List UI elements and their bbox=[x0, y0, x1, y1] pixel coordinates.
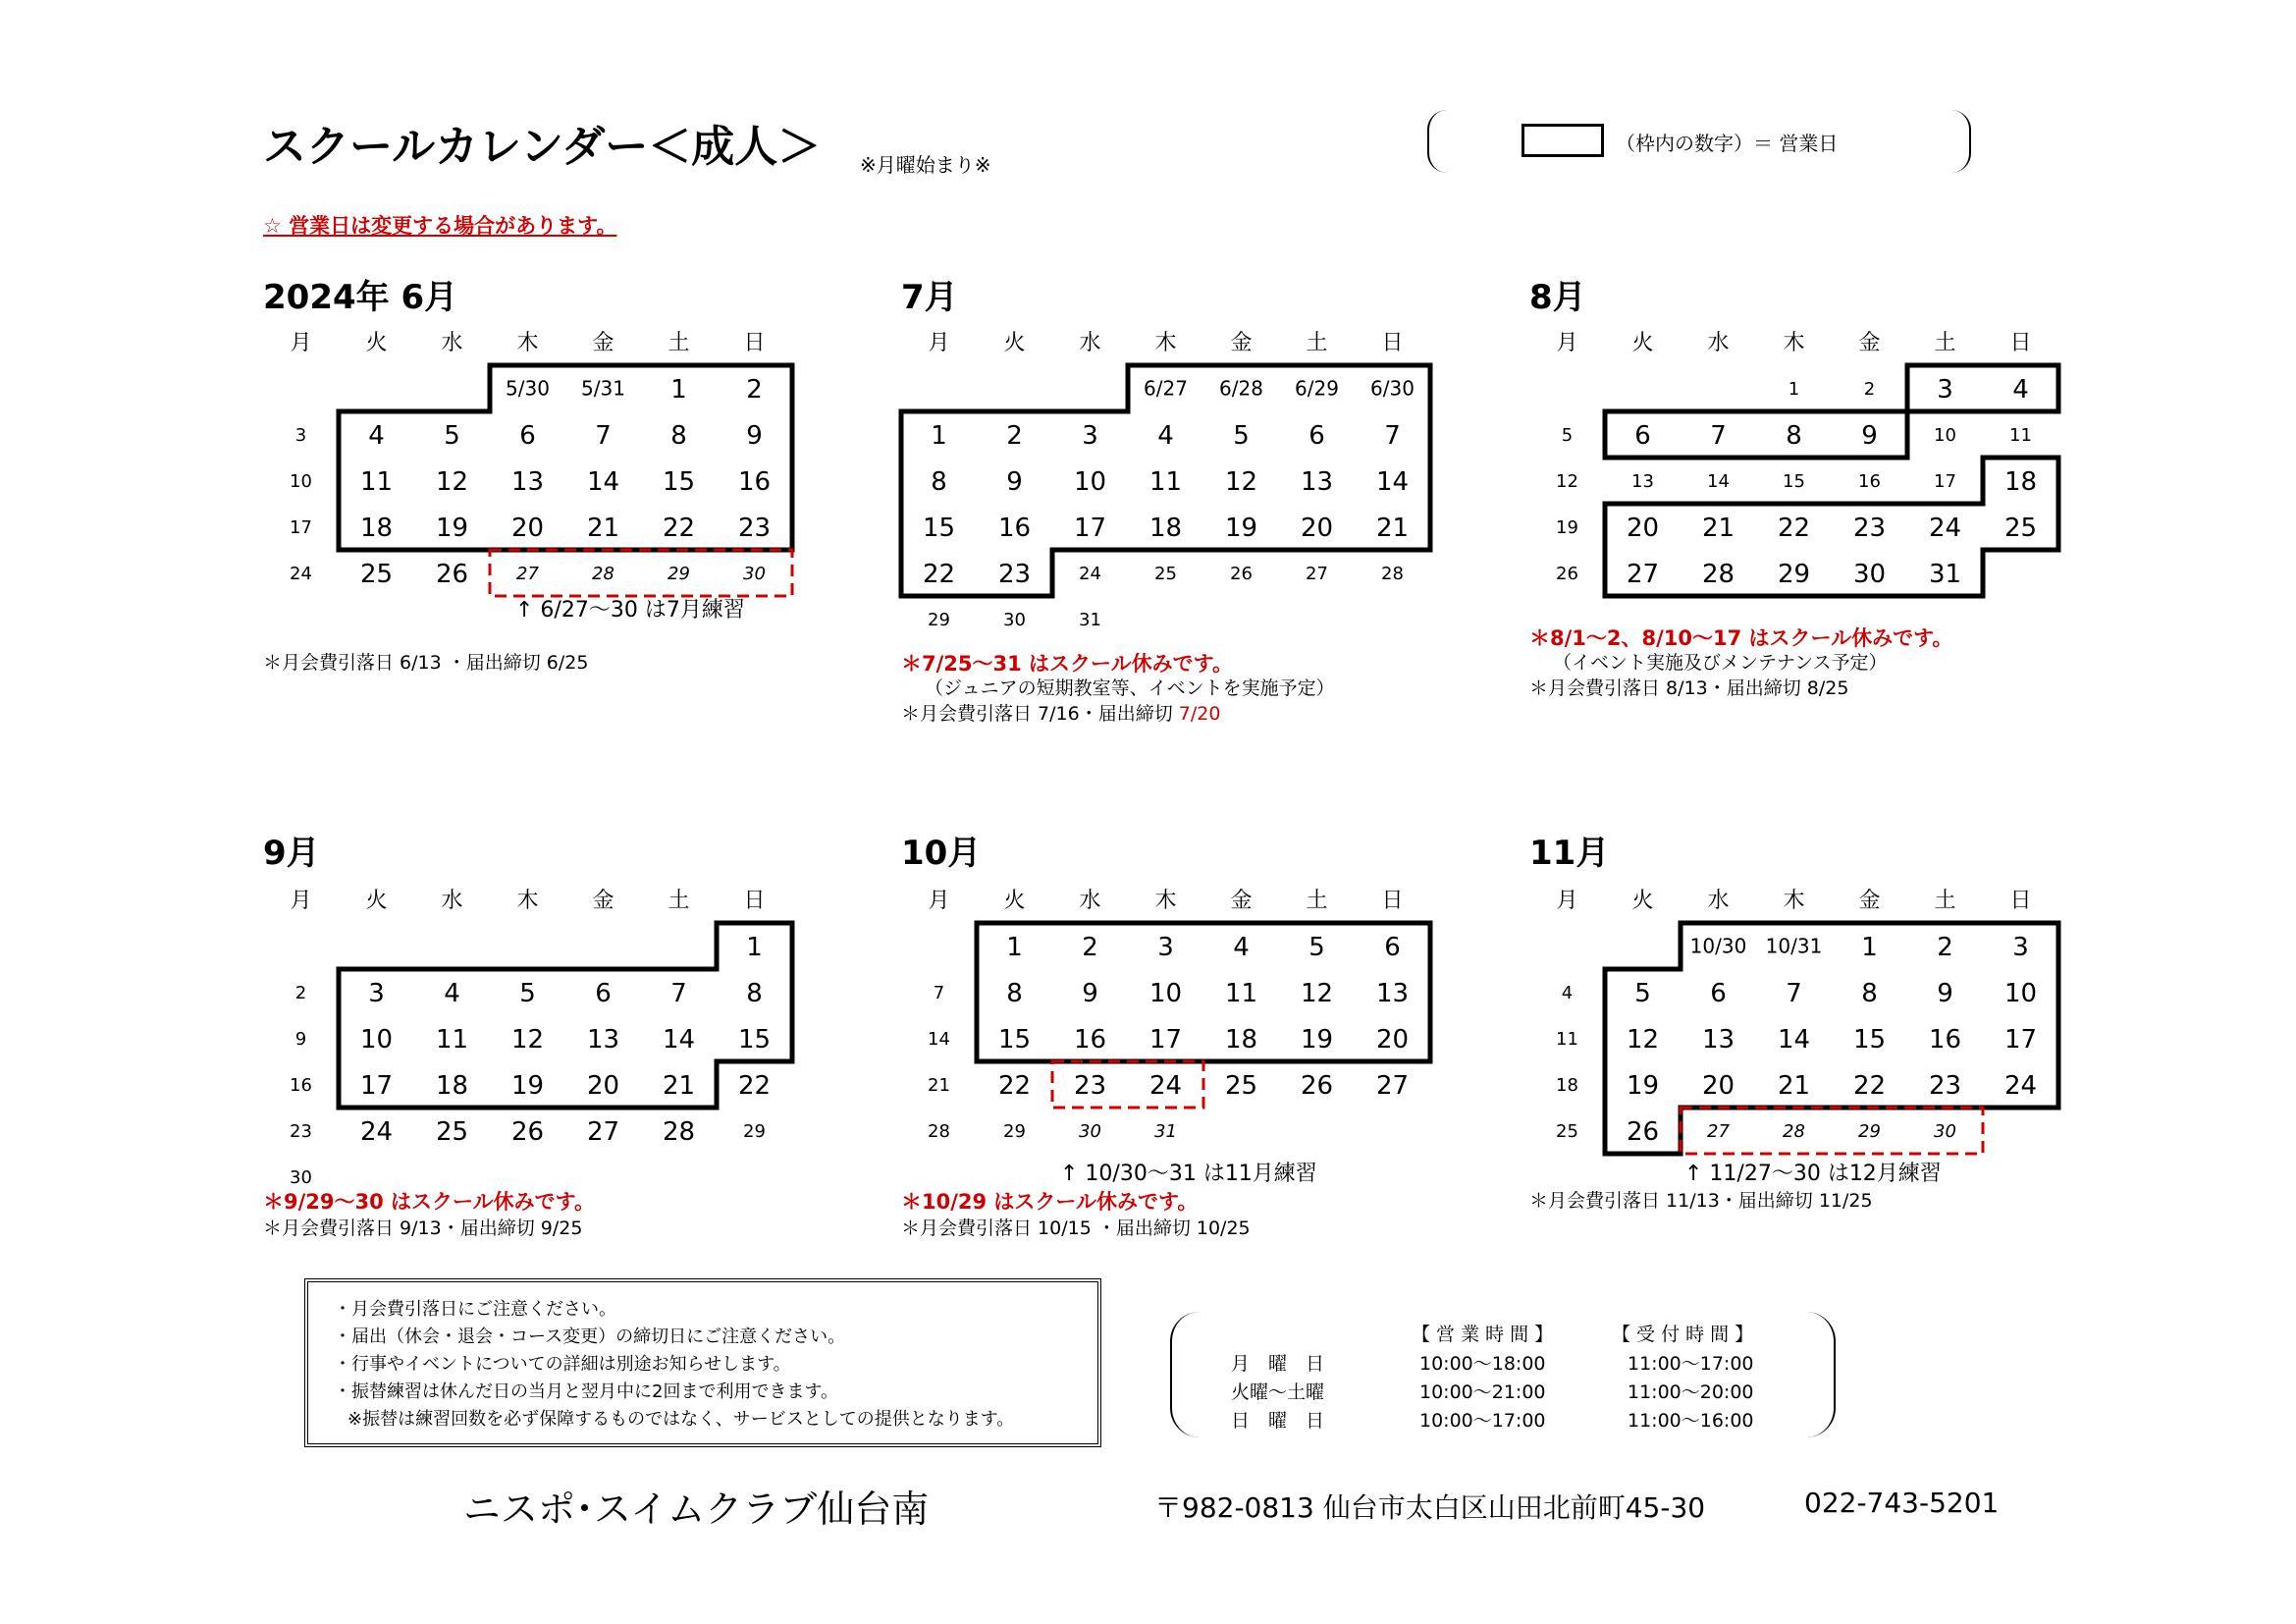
month-title: 2024年 6月 bbox=[263, 278, 458, 317]
business-day: 2 bbox=[746, 374, 763, 405]
closure-note bbox=[901, 1186, 1198, 1216]
weekday-header: 月 bbox=[290, 331, 312, 355]
day-number: 16 bbox=[290, 1074, 312, 1096]
day-number: 26 bbox=[1230, 563, 1253, 584]
business-day: 13 bbox=[1375, 978, 1410, 1008]
business-day: 16 bbox=[737, 466, 772, 497]
day-number: 14 bbox=[928, 1028, 950, 1050]
business-day: 25 bbox=[2003, 513, 2038, 543]
calendar-grid bbox=[891, 322, 1440, 697]
day-number: 27 bbox=[1707, 1120, 1730, 1142]
business-day: 9 bbox=[1006, 466, 1023, 497]
weekday-header: 木 bbox=[1154, 331, 1177, 355]
business-day: 23 bbox=[737, 513, 772, 543]
day-number: 9 bbox=[294, 1028, 307, 1050]
weekday-header: 水 bbox=[1707, 331, 1730, 355]
business-day: 7 bbox=[1710, 420, 1727, 451]
business-day: 20 bbox=[1300, 513, 1334, 543]
weekday-header: 月 bbox=[928, 331, 950, 355]
page-title: スクールカレンダー＜成人＞ bbox=[263, 122, 822, 172]
hours-header-reception: 【 受 付 時 間 】 bbox=[1612, 1324, 1754, 1345]
month-note bbox=[1529, 674, 1848, 700]
business-day: 10/31 bbox=[1765, 934, 1823, 958]
business-day: 5 bbox=[519, 978, 536, 1008]
business-day: 18 bbox=[1224, 1024, 1258, 1055]
business-day: 21 bbox=[1701, 513, 1735, 543]
business-day: 5 bbox=[444, 420, 460, 451]
business-day: 27 bbox=[586, 1116, 620, 1147]
business-day: 4 bbox=[368, 420, 385, 451]
month-title: 7月 bbox=[901, 278, 958, 317]
day-number: 25 bbox=[1154, 563, 1177, 584]
weekday-header: 火 bbox=[365, 889, 388, 913]
day-number: 7 bbox=[933, 982, 945, 1003]
weekday-header: 火 bbox=[1003, 889, 1026, 913]
note-text: ＊8/1～2、8/10～17 はスクール休みです。 bbox=[1529, 626, 1953, 650]
business-day: 7 bbox=[1786, 978, 1802, 1008]
business-day: 24 bbox=[359, 1116, 394, 1147]
weekday-header: 金 bbox=[1858, 889, 1881, 913]
business-day: 4 bbox=[1233, 932, 1250, 962]
business-day: 11 bbox=[1224, 978, 1258, 1008]
business-day: 19 bbox=[435, 513, 469, 543]
weekday-header: 火 bbox=[1631, 889, 1654, 913]
business-day: 26 bbox=[1300, 1070, 1334, 1101]
business-day: 30 bbox=[1852, 559, 1887, 589]
day-number: 29 bbox=[1858, 1120, 1881, 1142]
business-day: 28 bbox=[1701, 559, 1735, 589]
business-day: 21 bbox=[1375, 513, 1410, 543]
business-day: 22 bbox=[1777, 513, 1811, 543]
day-number: 11 bbox=[2009, 424, 2032, 446]
business-day: 23 bbox=[997, 559, 1032, 589]
weekday-header: 土 bbox=[1306, 889, 1328, 913]
business-day: 9 bbox=[1861, 420, 1878, 451]
day-number: 29 bbox=[743, 1120, 766, 1142]
business-day: 8 bbox=[1786, 420, 1802, 451]
business-day: 17 bbox=[1073, 513, 1107, 543]
business-day: 18 bbox=[435, 1070, 469, 1101]
practice-note: ↑ 11/27～30 は12月練習 bbox=[1684, 1162, 1942, 1186]
business-day: 6 bbox=[519, 420, 536, 451]
business-day: 21 bbox=[1777, 1070, 1811, 1101]
note-text: ＊月会費引落日 11/13・届出締切 11/25 bbox=[1529, 1190, 1873, 1212]
business-day: 25 bbox=[435, 1116, 469, 1147]
weekday-header: 土 bbox=[667, 331, 690, 355]
business-day: 17 bbox=[1148, 1024, 1183, 1055]
business-day: 3 bbox=[1082, 420, 1098, 451]
business-day: 11 bbox=[1148, 466, 1183, 497]
business-day: 6 bbox=[1634, 420, 1651, 451]
warning-notice: ☆ 営業日は変更する場合があります。 bbox=[263, 214, 617, 238]
business-day: 19 bbox=[1224, 513, 1258, 543]
month-title: 9月 bbox=[263, 834, 320, 873]
business-day: 22 bbox=[997, 1070, 1032, 1101]
business-day: 20 bbox=[510, 513, 545, 543]
hours-header-business: 【 営 業 時 間 】 bbox=[1412, 1324, 1554, 1345]
business-day: 8 bbox=[670, 420, 687, 451]
hours-business: 10:00～17:00 bbox=[1419, 1410, 1546, 1432]
business-day: 18 bbox=[2003, 466, 2038, 497]
weekday-header: 水 bbox=[441, 331, 463, 355]
weekday-header: 木 bbox=[1783, 331, 1805, 355]
business-day: 29 bbox=[1777, 559, 1811, 589]
day-number: 27 bbox=[516, 563, 539, 584]
day-number: 31 bbox=[1079, 609, 1101, 630]
day-number: 4 bbox=[1561, 982, 1574, 1003]
business-day: 10 bbox=[2003, 978, 2038, 1008]
day-number: 11 bbox=[1556, 1028, 1578, 1050]
business-day: 22 bbox=[662, 513, 696, 543]
business-day: 13 bbox=[586, 1024, 620, 1055]
business-day: 3 bbox=[1937, 374, 1953, 405]
weekday-header: 日 bbox=[1381, 331, 1404, 355]
weekday-header: 日 bbox=[1381, 889, 1404, 913]
business-day: 28 bbox=[662, 1116, 696, 1147]
business-day: 6 bbox=[1308, 420, 1325, 451]
day-number: 12 bbox=[1556, 470, 1578, 492]
business-day: 24 bbox=[1928, 513, 1962, 543]
day-number: 2 bbox=[1863, 378, 1876, 400]
business-day: 12 bbox=[435, 466, 469, 497]
weekday-header: 土 bbox=[667, 889, 690, 913]
legend-swatch bbox=[1522, 124, 1604, 157]
weekday-header: 水 bbox=[1079, 331, 1101, 355]
business-day: 4 bbox=[444, 978, 460, 1008]
info-line: ※振替は練習回数を必ず保障するものではなく、サービスとしての提供となります。 bbox=[347, 1409, 1015, 1430]
business-day: 22 bbox=[922, 559, 956, 589]
business-day: 6 bbox=[1710, 978, 1727, 1008]
weekday-header: 金 bbox=[1858, 331, 1881, 355]
business-day: 15 bbox=[1852, 1024, 1887, 1055]
day-number: 30 bbox=[1079, 1120, 1101, 1142]
day-number: 18 bbox=[1556, 1074, 1578, 1096]
info-line: ・行事やイベントについての詳細は別途お知らせします。 bbox=[334, 1354, 791, 1375]
hours-day: 日 曜 日 bbox=[1231, 1410, 1325, 1432]
business-day: 21 bbox=[586, 513, 620, 543]
month-note bbox=[263, 1214, 582, 1240]
note-text: ＊10/29 はスクール休みです。 bbox=[901, 1190, 1199, 1214]
day-number: 23 bbox=[290, 1120, 312, 1142]
month-note bbox=[925, 674, 1335, 700]
weekday-header: 木 bbox=[516, 889, 539, 913]
day-number: 16 bbox=[1858, 470, 1881, 492]
month-note bbox=[263, 648, 588, 675]
business-day: 5 bbox=[1233, 420, 1250, 451]
weekday-header: 水 bbox=[1079, 889, 1101, 913]
business-day: 18 bbox=[359, 513, 394, 543]
business-day: 8 bbox=[746, 978, 763, 1008]
business-day: 11 bbox=[435, 1024, 469, 1055]
weekday-header: 土 bbox=[1934, 331, 1956, 355]
business-day: 31 bbox=[1928, 559, 1962, 589]
business-day: 23 bbox=[1073, 1070, 1107, 1101]
note-text: ＊月会費引落日 6/13 ・届出締切 6/25 bbox=[263, 652, 589, 674]
practice-note: ↑ 6/27～30 は7月練習 bbox=[515, 598, 745, 623]
business-day: 14 bbox=[1375, 466, 1410, 497]
business-day: 25 bbox=[1224, 1070, 1258, 1101]
note-text: ＊7/25～31 はスクール休みです。 bbox=[901, 652, 1233, 676]
day-number: 28 bbox=[592, 563, 614, 584]
business-day: 3 bbox=[1157, 932, 1174, 962]
business-day: 26 bbox=[1626, 1116, 1660, 1147]
business-day: 7 bbox=[1384, 420, 1401, 451]
business-day: 12 bbox=[510, 1024, 545, 1055]
weekday-header: 火 bbox=[1631, 331, 1654, 355]
day-number: 15 bbox=[1783, 470, 1805, 492]
business-day: 8 bbox=[931, 466, 947, 497]
business-day: 12 bbox=[1224, 466, 1258, 497]
weekday-header: 金 bbox=[1230, 889, 1253, 913]
day-number: 28 bbox=[1381, 563, 1404, 584]
page-subtitle: ※月曜始まり※ bbox=[860, 153, 991, 177]
business-day: 6/28 bbox=[1219, 376, 1263, 401]
business-day: 2 bbox=[1082, 932, 1098, 962]
hours-reception: 11:00～20:00 bbox=[1628, 1381, 1754, 1403]
business-day: 19 bbox=[1300, 1024, 1334, 1055]
weekday-header: 水 bbox=[441, 889, 463, 913]
day-number: 29 bbox=[1003, 1120, 1026, 1142]
weekday-header: 火 bbox=[365, 331, 388, 355]
business-day: 1 bbox=[1006, 932, 1023, 962]
business-day: 3 bbox=[368, 978, 385, 1008]
weekday-header: 木 bbox=[1783, 889, 1805, 913]
business-day: 12 bbox=[1300, 978, 1334, 1008]
day-number: 10 bbox=[290, 470, 312, 492]
business-day: 17 bbox=[2003, 1024, 2038, 1055]
day-number: 30 bbox=[1934, 1120, 1956, 1142]
weekday-header: 木 bbox=[516, 331, 539, 355]
business-day: 23 bbox=[1852, 513, 1887, 543]
business-day: 14 bbox=[1777, 1024, 1811, 1055]
note-text: （イベント実施及びメンテナンス予定） bbox=[1553, 652, 1888, 674]
day-number: 21 bbox=[928, 1074, 950, 1096]
business-day: 20 bbox=[586, 1070, 620, 1101]
weekday-header: 金 bbox=[1230, 331, 1253, 355]
business-day: 5/31 bbox=[581, 376, 625, 401]
business-day-outline bbox=[1605, 458, 2058, 596]
hours-day: 月 曜 日 bbox=[1231, 1353, 1325, 1375]
business-day: 2 bbox=[1937, 932, 1953, 962]
weekday-header: 金 bbox=[592, 889, 614, 913]
info-box bbox=[304, 1278, 1101, 1447]
practice-note: ↑ 10/30～31 は11月練習 bbox=[1060, 1162, 1317, 1186]
note-text: （ジュニアの短期教室等、イベントを実施予定） bbox=[925, 677, 1335, 699]
business-day: 10 bbox=[359, 1024, 394, 1055]
business-day-outline bbox=[339, 365, 792, 550]
business-day: 1 bbox=[670, 374, 687, 405]
business-day: 4 bbox=[1157, 420, 1174, 451]
weekday-header: 火 bbox=[1003, 331, 1026, 355]
business-day: 16 bbox=[997, 513, 1032, 543]
business-day: 3 bbox=[2012, 932, 2029, 962]
business-day: 19 bbox=[1626, 1070, 1660, 1101]
club-name: ニスポ･スイムクラブ仙台南 bbox=[463, 1488, 930, 1531]
day-number: 19 bbox=[1556, 516, 1578, 538]
business-day: 21 bbox=[662, 1070, 696, 1101]
weekday-header: 日 bbox=[2009, 331, 2032, 355]
business-day: 7 bbox=[595, 420, 612, 451]
business-day: 15 bbox=[922, 513, 956, 543]
business-day: 9 bbox=[1937, 978, 1953, 1008]
day-number: 30 bbox=[1003, 609, 1026, 630]
phone-number: 022-743-5201 bbox=[1804, 1487, 2000, 1519]
business-day: 25 bbox=[359, 559, 394, 589]
business-day: 13 bbox=[1300, 466, 1334, 497]
note-text: ＊月会費引落日 8/13・届出締切 8/25 bbox=[1529, 677, 1849, 699]
business-day: 10 bbox=[1073, 466, 1107, 497]
info-line: ・振替練習は休んだ日の当月と翌月中に2回まで利用できます。 bbox=[334, 1381, 839, 1402]
business-day: 10/30 bbox=[1689, 934, 1747, 958]
weekday-header: 月 bbox=[928, 889, 950, 913]
business-day: 23 bbox=[1928, 1070, 1962, 1101]
business-day: 14 bbox=[586, 466, 620, 497]
month-title: 11月 bbox=[1529, 834, 1610, 873]
business-day: 15 bbox=[737, 1024, 772, 1055]
day-number: 17 bbox=[290, 516, 312, 538]
business-day: 14 bbox=[662, 1024, 696, 1055]
business-day: 13 bbox=[1701, 1024, 1735, 1055]
day-number: 3 bbox=[294, 424, 307, 446]
month-note bbox=[1553, 648, 1887, 675]
day-number: 28 bbox=[928, 1120, 950, 1142]
business-day: 6/30 bbox=[1370, 376, 1415, 401]
weekday-header: 月 bbox=[290, 889, 312, 913]
day-number: 30 bbox=[743, 563, 766, 584]
business-day: 6 bbox=[1384, 932, 1401, 962]
month-title: 8月 bbox=[1529, 278, 1586, 317]
business-day: 16 bbox=[1928, 1024, 1962, 1055]
business-day-outline bbox=[977, 923, 1430, 1061]
business-day: 15 bbox=[662, 466, 696, 497]
business-day: 19 bbox=[510, 1070, 545, 1101]
month-note bbox=[901, 699, 1220, 726]
business-day: 24 bbox=[1148, 1070, 1183, 1101]
weekday-header: 土 bbox=[1934, 889, 1956, 913]
business-day: 17 bbox=[359, 1070, 394, 1101]
business-day: 26 bbox=[435, 559, 469, 589]
hours-day: 火曜～土曜 bbox=[1231, 1381, 1325, 1403]
business-day: 22 bbox=[737, 1070, 772, 1101]
business-day: 6/27 bbox=[1144, 376, 1188, 401]
hours-business: 10:00～21:00 bbox=[1419, 1381, 1546, 1403]
business-day: 8 bbox=[1861, 978, 1878, 1008]
weekday-header: 水 bbox=[1707, 889, 1730, 913]
weekday-header: 木 bbox=[1154, 889, 1177, 913]
business-day-outline bbox=[339, 923, 792, 1108]
business-day-outline bbox=[1605, 923, 2058, 1154]
weekday-header: 月 bbox=[1556, 331, 1578, 355]
month-note bbox=[901, 1214, 1251, 1240]
calendar-grid bbox=[1520, 322, 2068, 651]
address: 〒982-0813 仙台市太白区山田北前町45-30 bbox=[1154, 1491, 1706, 1524]
business-day: 13 bbox=[510, 466, 545, 497]
business-day: 10 bbox=[1148, 978, 1183, 1008]
weekday-header: 日 bbox=[743, 331, 766, 355]
weekday-header: 月 bbox=[1556, 889, 1578, 913]
hours-reception: 11:00～17:00 bbox=[1628, 1353, 1754, 1375]
day-number: 24 bbox=[1079, 563, 1101, 584]
day-number: 29 bbox=[667, 563, 690, 584]
business-day: 8 bbox=[1006, 978, 1023, 1008]
business-day: 16 bbox=[1073, 1024, 1107, 1055]
business-day: 22 bbox=[1852, 1070, 1887, 1101]
business-day: 27 bbox=[1626, 559, 1660, 589]
day-number: 26 bbox=[1556, 563, 1578, 584]
business-day: 24 bbox=[2003, 1070, 2038, 1101]
business-day: 1 bbox=[931, 420, 947, 451]
day-number: 2 bbox=[294, 982, 307, 1003]
business-day: 5 bbox=[1308, 932, 1325, 962]
info-line: ・月会費引落日にご注意ください。 bbox=[334, 1299, 616, 1320]
deadline-highlight: 7/20 bbox=[1172, 703, 1221, 725]
weekday-header: 日 bbox=[743, 889, 766, 913]
business-day: 6/29 bbox=[1295, 376, 1339, 401]
day-number: 27 bbox=[1306, 563, 1328, 584]
weekday-header: 土 bbox=[1306, 331, 1328, 355]
business-day: 1 bbox=[746, 932, 763, 962]
weekday-header: 日 bbox=[2009, 889, 2032, 913]
business-day: 2 bbox=[1006, 420, 1023, 451]
day-number: 1 bbox=[1788, 378, 1800, 400]
business-day: 20 bbox=[1626, 513, 1660, 543]
business-day: 5 bbox=[1634, 978, 1651, 1008]
business-day: 11 bbox=[359, 466, 394, 497]
weekday-header: 金 bbox=[592, 331, 614, 355]
business-day: 20 bbox=[1375, 1024, 1410, 1055]
month-title: 10月 bbox=[901, 834, 982, 873]
day-number: 17 bbox=[1934, 470, 1956, 492]
day-number: 25 bbox=[1556, 1120, 1578, 1142]
note-text: ＊月会費引落日 10/15 ・届出締切 10/25 bbox=[901, 1218, 1251, 1239]
day-number: 30 bbox=[290, 1166, 312, 1188]
business-day: 4 bbox=[2012, 374, 2029, 405]
closure-note bbox=[263, 1186, 595, 1216]
business-day: 1 bbox=[1861, 932, 1878, 962]
business-day: 18 bbox=[1148, 513, 1183, 543]
note-text: ＊9/29～30 はスクール休みです。 bbox=[263, 1190, 595, 1214]
business-day: 27 bbox=[1375, 1070, 1410, 1101]
day-number: 5 bbox=[1561, 424, 1574, 446]
day-number: 13 bbox=[1631, 470, 1654, 492]
day-number: 28 bbox=[1783, 1120, 1805, 1142]
day-number: 24 bbox=[290, 563, 312, 584]
day-number: 29 bbox=[928, 609, 950, 630]
hours-business: 10:00～18:00 bbox=[1419, 1353, 1546, 1375]
month-note bbox=[1529, 1186, 1873, 1213]
business-day: 9 bbox=[746, 420, 763, 451]
day-number: 31 bbox=[1154, 1120, 1177, 1142]
day-number: 14 bbox=[1707, 470, 1730, 492]
business-day: 5/30 bbox=[506, 376, 550, 401]
note-text: ＊月会費引落日 7/16・届出締切 bbox=[901, 703, 1173, 725]
business-day: 26 bbox=[510, 1116, 545, 1147]
note-text: ＊月会費引落日 9/13・届出締切 9/25 bbox=[263, 1218, 583, 1239]
hours-reception: 11:00～16:00 bbox=[1628, 1410, 1754, 1432]
business-day: 9 bbox=[1082, 978, 1098, 1008]
legend-label: （枠内の数字）＝ 営業日 bbox=[1616, 132, 1839, 155]
business-day-outline bbox=[1907, 365, 2058, 411]
business-day: 6 bbox=[595, 978, 612, 1008]
day-number: 10 bbox=[1934, 424, 1956, 446]
business-day: 20 bbox=[1701, 1070, 1735, 1101]
business-day: 7 bbox=[670, 978, 687, 1008]
info-line: ・届出（休会・退会・コース変更）の締切日にご注意ください。 bbox=[334, 1326, 846, 1347]
business-day: 15 bbox=[997, 1024, 1032, 1055]
business-day: 12 bbox=[1626, 1024, 1660, 1055]
